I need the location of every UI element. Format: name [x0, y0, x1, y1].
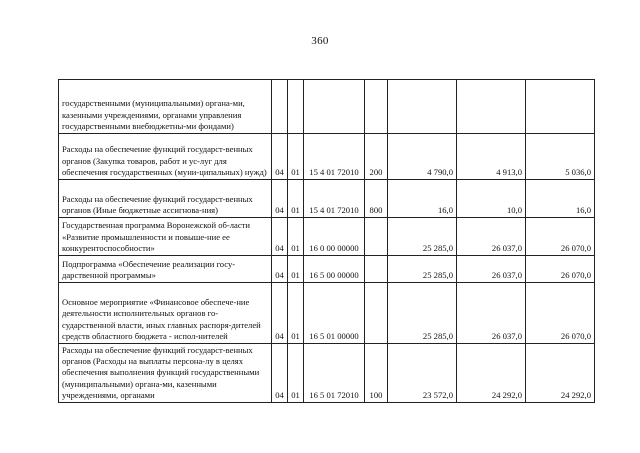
amount-year-3: 5 036,0 [526, 134, 595, 180]
section-code: 04 [272, 344, 288, 403]
amount-year-2: 10,0 [457, 180, 526, 218]
subsection-code: 01 [288, 180, 304, 218]
expense-type [365, 218, 388, 256]
target-code: 16 5 00 00000 [304, 256, 365, 283]
amount-year-2: 26 037,0 [457, 218, 526, 256]
amount-year-1: 25 285,0 [388, 283, 457, 344]
target-code [304, 80, 365, 134]
expense-type: 200 [365, 134, 388, 180]
amount-year-1 [388, 80, 457, 134]
amount-year-1: 4 790,0 [388, 134, 457, 180]
table-row [59, 283, 595, 344]
row-name: Расходы на обеспечение функций государст-венных органов (Иные бюджетные ассигнова-ния) [59, 180, 272, 218]
amount-year-2 [457, 80, 526, 134]
table-row [59, 180, 595, 218]
amount-year-2: 4 913,0 [457, 134, 526, 180]
amount-year-2: 26 037,0 [457, 283, 526, 344]
amount-year-2: 26 037,0 [457, 256, 526, 283]
section-code: 04 [272, 134, 288, 180]
section-code: 04 [272, 283, 288, 344]
section-code [272, 80, 288, 134]
row-name: Подпрограмма «Обеспечение реализации госу-дарственной программы» [59, 256, 272, 283]
table-row [59, 256, 595, 283]
table-row [59, 134, 595, 180]
target-code: 16 0 00 00000 [304, 218, 365, 256]
amount-year-3: 26 070,0 [526, 256, 595, 283]
amount-year-3: 26 070,0 [526, 283, 595, 344]
budget-table [58, 79, 595, 403]
target-code: 15 4 01 72010 [304, 180, 365, 218]
page-number: 360 [311, 35, 329, 47]
subsection-code [288, 80, 304, 134]
amount-year-1: 16,0 [388, 180, 457, 218]
section-code: 04 [272, 180, 288, 218]
expense-type: 100 [365, 344, 388, 403]
table-row [59, 344, 595, 403]
expense-type [365, 80, 388, 134]
expense-type [365, 256, 388, 283]
target-code: 16 5 01 00000 [304, 283, 365, 344]
expense-type [365, 283, 388, 344]
amount-year-3: 16,0 [526, 180, 595, 218]
subsection-code: 01 [288, 218, 304, 256]
subsection-code: 01 [288, 344, 304, 403]
row-name: Основное мероприятие «Финансовое обеспече-ние деятельности исполнительных органов го-сударственной власти, иных главных распоря-дителей средств областного бюджета - испол-нителей [59, 283, 272, 344]
amount-year-3 [526, 80, 595, 134]
table-row [59, 80, 595, 134]
row-name: Расходы на обеспечение функций государст-венных органов (Расходы на выплаты персона-лу в целях обеспечения выполнения функций государственными (муниципальными) органа-ми, казенными учреждениями, органами [59, 344, 272, 403]
amount-year-2: 24 292,0 [457, 344, 526, 403]
subsection-code: 01 [288, 134, 304, 180]
amount-year-3: 24 292,0 [526, 344, 595, 403]
subsection-code: 01 [288, 256, 304, 283]
section-code: 04 [272, 218, 288, 256]
expense-type: 800 [365, 180, 388, 218]
amount-year-1: 25 285,0 [388, 256, 457, 283]
row-name: государственными (муниципальными) органа-ми, казенными учреждениями, органами управления государственными внебюджетны-ми фондами) [59, 80, 272, 134]
target-code: 16 5 01 72010 [304, 344, 365, 403]
row-name: Расходы на обеспечение функций государст-венных органов (Закупка товаров, работ и ус-луг для обеспечения государственных (муни-ципальных) нужд) [59, 134, 272, 180]
subsection-code: 01 [288, 283, 304, 344]
amount-year-3: 26 070,0 [526, 218, 595, 256]
amount-year-1: 25 285,0 [388, 218, 457, 256]
amount-year-1: 23 572,0 [388, 344, 457, 403]
target-code: 15 4 01 72010 [304, 134, 365, 180]
row-name: Государственная программа Воронежской об-ласти «Развитие промышленности и повыше-ние ее конкурентоспособности» [59, 218, 272, 256]
table-row [59, 218, 595, 256]
section-code: 04 [272, 256, 288, 283]
